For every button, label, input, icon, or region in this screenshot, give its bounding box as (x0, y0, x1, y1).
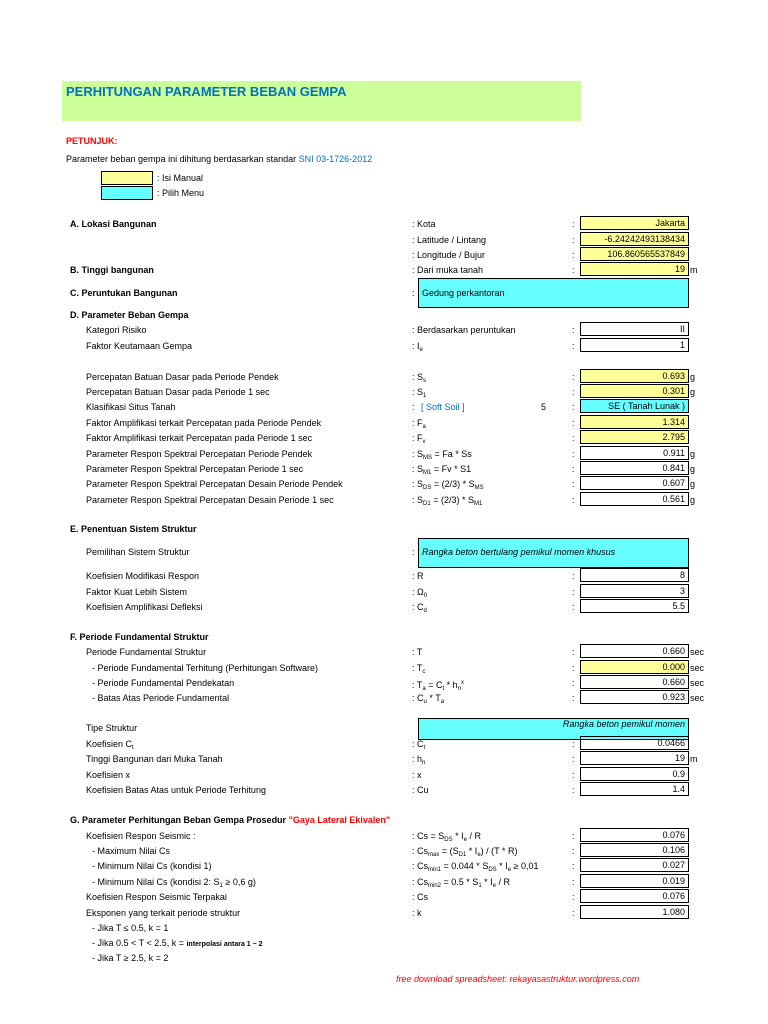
ta-value: 0.660 (580, 675, 689, 689)
k-note-1: - Jika T ≤ 0.5, k = 1 (92, 923, 169, 933)
tc-symbol: : $T_c$ (412, 663, 426, 675)
colon: : (572, 846, 575, 856)
sistem-select[interactable]: Rangka beton bertulang pemikul momen khusus (418, 538, 689, 568)
unit-sec: sec (690, 678, 705, 688)
csmin2-value: 0.019 (580, 874, 689, 888)
ss-symbol: : $S_s$ (412, 372, 427, 384)
colon: : (572, 479, 575, 489)
fv-label: Faktor Amplifikasi terkait Percepatan pada Periode 1 sec (86, 433, 313, 443)
legend-yellow-swatch (101, 171, 153, 185)
colon: : (572, 418, 575, 428)
situs-label: Klasifikasi Situs Tanah (86, 402, 176, 412)
sd1-formula: : $S_{D1} = (2/3) * S_{M1}$ (412, 495, 483, 507)
ta-formula: : $T_a = C_t * h_n^x$ (412, 680, 464, 692)
colon: : (572, 663, 575, 673)
unit-sec: sec (690, 663, 705, 673)
cd-value: 5.5 (580, 599, 689, 613)
ct-symbol: : $C_t$ (412, 739, 426, 751)
colon: : (572, 235, 575, 245)
kota-label: : Kota (412, 219, 436, 229)
section-g-heading: G. Parameter Perhitungan Beban Gempa Prosedur "Gaya Lateral Ekivalen" (70, 815, 391, 825)
tb-formula: : $C_u * T_a$ (412, 693, 445, 705)
sm1-formula: : $S_{M1} = Fv * S1$ (412, 464, 472, 476)
r-symbol: : R (412, 571, 424, 581)
colon: : (572, 831, 575, 841)
petunjuk-heading: PETUNJUK: (66, 136, 118, 146)
kategori-desc: : Berdasarkan peruntukan (412, 325, 516, 335)
fv-input[interactable]: 2.795 (580, 430, 689, 444)
colon: : (572, 387, 575, 397)
omega-label: Faktor Kuat Lebih Sistem (86, 587, 188, 597)
situs-menu[interactable]: [ Soft Soil ] (421, 402, 465, 412)
tb-value: 0.923 (580, 690, 689, 704)
colon: : (572, 341, 575, 351)
colon: : (572, 219, 575, 229)
kategori-label: Kategori Risiko (86, 325, 147, 335)
colon: : (572, 892, 575, 902)
tipe-select[interactable]: Rangka beton pemikul momen (418, 718, 689, 740)
intro-text: Parameter beban gempa ini dihitung berdasarkan standar SNI 03-1726-2012 (66, 154, 373, 164)
tinggi-input[interactable]: 19 (580, 262, 689, 276)
omega-value: 3 (580, 584, 689, 598)
cs-value: 0.076 (580, 828, 689, 842)
colon: : (572, 449, 575, 459)
r-value: 8 (580, 568, 689, 582)
faktor-value: 1 (580, 338, 689, 352)
sm1-label: Parameter Respon Spektral Percepatan Periode 1 sec (86, 464, 304, 474)
csmin1-label: - Minimum Nilai Cs (kondisi 1) (92, 861, 212, 871)
colon: : (572, 250, 575, 260)
colon: : (572, 877, 575, 887)
cs-formula: : $Cs = S_{DS} * I_e / R$ (412, 831, 481, 843)
colon: : (572, 647, 575, 657)
kategori-value: II (580, 322, 689, 336)
t-label: Periode Fundamental Struktur (86, 647, 207, 657)
colon: : (572, 495, 575, 505)
colon: : (572, 602, 575, 612)
situs-index: 5 (541, 402, 547, 412)
csmin1-formula: : $Cs_{min1} = 0.044 * S_{DS} * I_e \ge 0,01$ (412, 861, 539, 873)
unit-g: g (690, 387, 696, 397)
section-b-heading: B. Tinggi bangunan (70, 265, 154, 275)
legend-menu: : Pilih Menu (157, 188, 205, 198)
section-e-heading: E. Penentuan Sistem Struktur (70, 524, 197, 534)
k-value: 1.080 (580, 905, 689, 919)
colon: : (572, 325, 575, 335)
colon: : (572, 464, 575, 474)
sd1-label: Parameter Respon Spektral Percepatan Desain Periode 1 sec (86, 495, 334, 505)
standard-link: SNI 03-1726-2012 (298, 154, 373, 164)
cs-label: Koefisien Respon Seismic : (86, 831, 196, 841)
situs-select[interactable]: SE ( Tanah Lunak ) (580, 399, 689, 413)
ie-symbol: : $I_e$ (412, 341, 423, 353)
colon: : (412, 288, 415, 298)
ct-label: Koefisien $C_t$ (86, 739, 134, 751)
fa-symbol: : $F_a$ (412, 418, 426, 430)
section-d-heading: D. Parameter Beban Gempa (70, 310, 189, 320)
ss-input[interactable]: 0.693 (580, 369, 689, 383)
sds-label: Parameter Respon Spektral Percepatan Desain Periode Pendek (86, 479, 343, 489)
section-a-heading: A. Lokasi Bangunan (70, 219, 157, 229)
colon: : (572, 587, 575, 597)
t-value: 0.660 (580, 644, 689, 658)
longitude-label: : Longitude / Bujur (412, 250, 486, 260)
csmin2-formula: : $Cs_{min2} = 0.5 * S_1 * I_e / R$ (412, 877, 511, 889)
section-f-heading: F. Periode Fundamental Struktur (70, 632, 209, 642)
sistem-label: Pemilihan Sistem Struktur (86, 547, 190, 557)
peruntukan-select[interactable]: Gedung perkantoran (418, 278, 689, 308)
sm1-value: 0.841 (580, 461, 689, 475)
ss-label: Percepatan Batuan Dasar pada Periode Pendek (86, 372, 279, 382)
unit-m: m (690, 754, 698, 764)
colon: : (572, 693, 575, 703)
ta-label: - Periode Fundamental Pendekatan (92, 678, 235, 688)
colon: : (572, 754, 575, 764)
hn-label: Tinggi Bangunan dari Muka Tanah (86, 754, 223, 764)
colon: : (572, 785, 575, 795)
cu-symbol: : Cu (412, 785, 429, 795)
colon: : (572, 908, 575, 918)
cu-value: 1.4 (580, 782, 689, 796)
unit-m: m (690, 265, 698, 275)
cst-symbol: : Cs (412, 892, 429, 902)
sms-formula: : $S_{MS} = Fa * Ss$ (412, 449, 472, 461)
sd1-value: 0.561 (580, 492, 689, 506)
unit-g: g (690, 495, 696, 505)
cd-symbol: : $C_d$ (412, 602, 427, 614)
ct-value: 0.0466 (580, 736, 689, 750)
cst-label: Koefisien Respon Seismic Terpakai (86, 892, 227, 902)
r-label: Koefisien Modifikasi Respon (86, 571, 200, 581)
x-label: Koefisien x (86, 770, 131, 780)
s1-input[interactable]: 0.301 (580, 384, 689, 398)
unit-sec: sec (690, 647, 705, 657)
fa-input[interactable]: 1.314 (580, 415, 689, 429)
cu-label: Koefisien Batas Atas untuk Periode Terhitung (86, 785, 266, 795)
colon: : (572, 433, 575, 443)
sds-value: 0.607 (580, 476, 689, 490)
unit-g: g (690, 479, 696, 489)
hn-value: 19 (580, 751, 689, 765)
s1-symbol: : $S_1$ (412, 387, 427, 399)
colon: : (412, 402, 415, 412)
k-label: Eksponen yang terkait periode struktur (86, 908, 241, 918)
legend-cyan-swatch (101, 186, 153, 200)
x-symbol: : x (412, 770, 422, 780)
legend-manual: : Isi Manual (157, 173, 204, 183)
tipe-label: Tipe Struktur (86, 723, 138, 733)
sms-value: 0.911 (580, 446, 689, 460)
colon: : (572, 678, 575, 688)
k-symbol: : k (412, 908, 422, 918)
colon: : (572, 571, 575, 581)
fv-symbol: : $F_v$ (412, 433, 426, 445)
csmin1-value: 0.027 (580, 858, 689, 872)
colon: : (572, 372, 575, 382)
unit-g: g (690, 449, 696, 459)
s1-label: Percepatan Batuan Dasar pada Periode 1 sec (86, 387, 270, 397)
latitude-label: : Latitude / Lintang (412, 235, 487, 245)
fa-label: Faktor Amplifikasi terkait Percepatan pada Periode Pendek (86, 418, 322, 428)
tinggi-label: : Dari muka tanah (412, 265, 484, 275)
tc-input[interactable]: 0.000 (580, 660, 689, 674)
x-value: 0.9 (580, 767, 689, 781)
csmax-formula: : $Cs_{max} = (S_{D1} * I_e) / (T * R)$ (412, 846, 518, 858)
colon: : (412, 547, 415, 557)
csmax-label: - Maximum Nilai Cs (92, 846, 171, 856)
sms-label: Parameter Respon Spektral Percepatan Periode Pendek (86, 449, 313, 459)
sds-formula: : $S_{DS} = (2/3) * S_{MS}$ (412, 479, 484, 491)
tb-label: - Batas Atas Periode Fundamental (92, 693, 230, 703)
csmax-value: 0.106 (580, 843, 689, 857)
section-c-heading: C. Peruntukan Bangunan (70, 288, 178, 298)
unit-g: g (690, 372, 696, 382)
k-note-2: - Jika 0.5 < T < 2.5, k = interpolasi antara 1 ~ 2 (92, 938, 263, 948)
cd-label: Koefisien Amplifikasi Defleksi (86, 602, 203, 612)
csmin2-label: - Minimum Nilai Cs (kondisi 2: $S_1 \ge 0,6$ g) (92, 877, 256, 889)
tc-label: - Periode Fundamental Terhitung (Perhitungan Software) (92, 663, 318, 673)
faktor-label: Faktor Keutamaan Gempa (86, 341, 193, 351)
longitude-input[interactable]: 106.860565537849 (580, 247, 689, 261)
colon: : (572, 739, 575, 749)
colon: : (572, 402, 575, 412)
t-symbol: : T (412, 647, 423, 657)
cst-value: 0.076 (580, 889, 689, 903)
kota-input[interactable]: Jakarta (580, 216, 689, 230)
colon: : (572, 861, 575, 871)
colon: : (572, 265, 575, 275)
latitude-input[interactable]: -6.24242493138434 (580, 232, 689, 246)
hn-symbol: : $h_n$ (412, 754, 426, 766)
k-note-3: - Jika T ≥ 2.5, k = 2 (92, 953, 169, 963)
footer-credit: free download spreadsheet: rekayasastruktur.wordpress.com (396, 974, 640, 984)
omega-symbol: : $\Omega_0$ (412, 587, 428, 599)
page-title: PERHITUNGAN PARAMETER BEBAN GEMPA (66, 84, 347, 99)
colon: : (572, 770, 575, 780)
unit-g: g (690, 464, 696, 474)
unit-sec: sec (690, 693, 705, 703)
